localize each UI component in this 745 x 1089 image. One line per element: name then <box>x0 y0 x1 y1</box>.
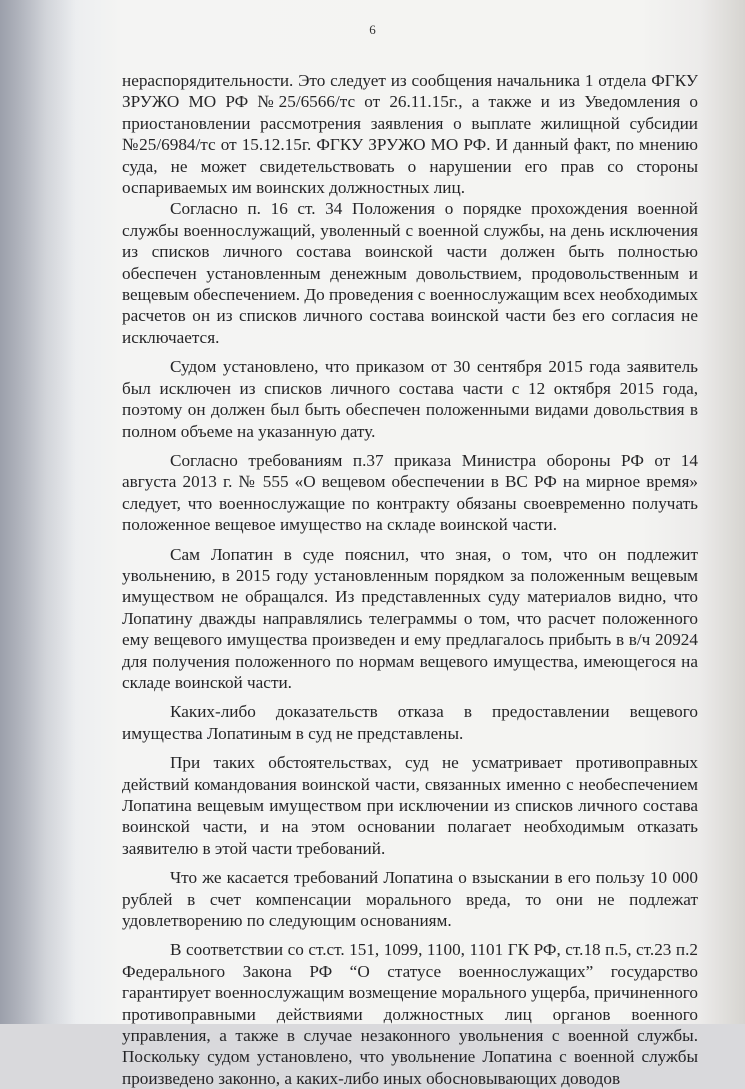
paragraph-no-evidence: Каких-либо доказательств отказа в предоставлении вещевого имущества Лопатиным в суд не представлены. <box>122 702 698 743</box>
paragraph-order-555: Согласно требованиям п.37 приказа Министра обороны РФ от 14 августа 2013 г. № 555 «О вещевом обеспечении в ВС РФ на мирное время» следует, что военнослужащие по контракту обязаны своевременно получать положенное вещевое имущество на складе воинской части. <box>122 450 698 535</box>
document-body <box>122 70 698 1089</box>
page-fold-shadow <box>0 0 78 1024</box>
page-number: 6 <box>369 22 376 37</box>
paragraph-continuation: нераспорядительности. Это следует из сообщения начальника 1 отдела ФГКУ ЗРУЖО МО РФ №25/6566/тс от 26.11.15г., а также и из Уведомления о приостановлении рассмотрения заявления о выплате жилищной субсидии №25/6984/тс от 15.12.15г. ФГКУ ЗРУЖО МО РФ. И данный факт, по мнению суда, не может свидетельствовать о нарушении его прав со стороны оспариваемых им воинских должностных лиц. <box>122 71 698 198</box>
paragraph-court-finding: Судом установлено, что приказом от 30 сентября 2015 года заявитель был исключен из списков личного состава части с 12 октября 2015 года, поэтому он должен был быть обеспечен положенными видами довольствия в полном объеме на указанную дату. <box>122 357 698 441</box>
paragraph-lopatin-explanation: Сам Лопатин в суде пояснил, что зная, о том, что он подлежит увольнению, в 2015 году установленным порядком за положенным вещевым имуществом не обращался. Из представленных суду материалов видно, что Лопатину дважды направлялись телеграммы о том, что расчет положенного ему вещевого имущества произведен и ему предлагалось прибыть в в/ч 20924 для получения положенного по нормам вещевого имущества, имеющегося на складе воинской части. <box>122 544 698 692</box>
paragraph-regulation-clause: Согласно п. 16 ст. 34 Положения о порядке прохождения военной службы военнослужащий, уволенный с военной службы, на день исключения из списков личного состава воинской части должен быть полностью обеспечен установленным денежным довольствием, продовольственным и вещевым обеспечением. До проведения с военнослужащим всех необходимых расчетов он из списков личного состава воинской части без его согласия не исключается. <box>122 199 698 347</box>
paragraph-moral-damage-claim: Что же касается требований Лопатина о взыскании в его пользу 10 000 рублей в счет компенсации морального вреда, то они не подлежат удовлетворению по следующим основаниям. <box>122 868 698 931</box>
paragraph-legal-basis: В соответствии со ст.ст. 151, 1099, 1100, 1101 ГК РФ, ст.18 п.5, ст.23 п.2 Федерального Закона РФ “О статусе военнослужащих” государство гарантирует военнослужащим возмещение морального ущерба, причиненного противоправными действиями должностных лиц органов военного управления, а также в случае незаконного увольнения с военной службы. Поскольку судом установлено, что увольнение Лопатина с военной службы произведено законно, а каких-либо иных обосновывающих доводов <box>122 940 698 1088</box>
paragraph-court-conclusion: При таких обстоятельствах, суд не усматривает противоправных действий командования воинской части, связанных именно с необеспечением Лопатина вещевым имуществом при исключении из списков личного состава воинской части, и на этом основании полагает необходимым отказать заявителю в этой части требований. <box>122 753 698 858</box>
